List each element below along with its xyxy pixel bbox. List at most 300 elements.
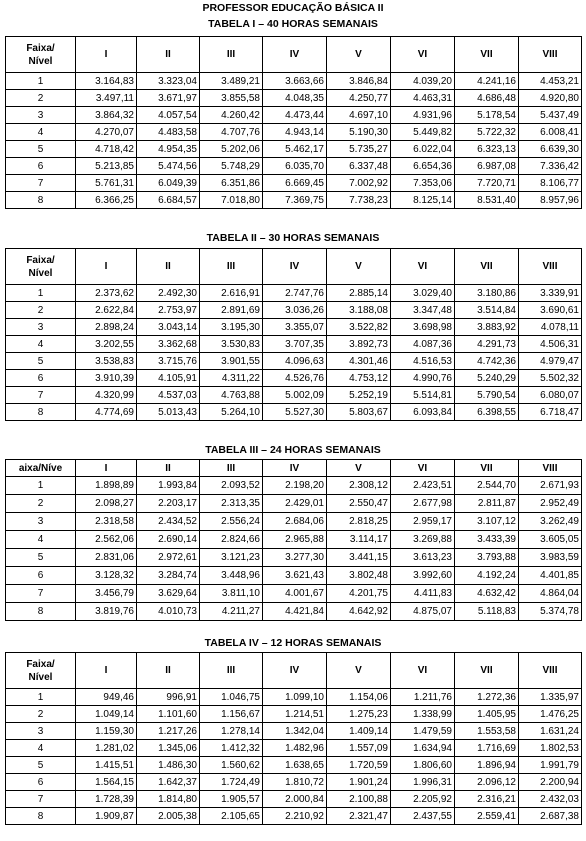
salary-cell: 1.101,60 bbox=[137, 706, 200, 723]
salary-cell: 5.118,83 bbox=[455, 603, 519, 621]
salary-cell: 4.001,67 bbox=[263, 585, 327, 603]
salary-cell: 3.698,98 bbox=[391, 319, 455, 336]
salary-cell: 3.864,32 bbox=[76, 107, 137, 124]
salary-cell: 5.761,31 bbox=[76, 175, 137, 192]
column-header: VIII bbox=[519, 249, 582, 285]
salary-cell: 4.087,36 bbox=[391, 336, 455, 353]
salary-cell: 8.531,40 bbox=[455, 192, 519, 209]
salary-cell: 2.818,25 bbox=[327, 513, 391, 531]
level-cell: 7 bbox=[6, 175, 76, 192]
column-header: III bbox=[200, 37, 263, 73]
salary-cell: 6.654,36 bbox=[391, 158, 455, 175]
salary-cell: 2.824,66 bbox=[200, 531, 263, 549]
table-row bbox=[6, 791, 582, 808]
column-header: II bbox=[137, 460, 200, 477]
salary-cell: 2.952,49 bbox=[519, 495, 582, 513]
salary-cell: 1.557,09 bbox=[327, 740, 391, 757]
level-cell: 2 bbox=[6, 495, 76, 513]
level-cell: 2 bbox=[6, 302, 76, 319]
level-cell: 1 bbox=[6, 689, 76, 706]
salary-cell: 4.096,63 bbox=[263, 353, 327, 370]
salary-cell: 4.453,21 bbox=[519, 73, 582, 90]
salary-cell: 4.291,73 bbox=[455, 336, 519, 353]
table-row bbox=[6, 107, 582, 124]
level-cell: 8 bbox=[6, 603, 76, 621]
salary-cell: 3.029,40 bbox=[391, 285, 455, 302]
salary-cell: 2.316,21 bbox=[455, 791, 519, 808]
table-row bbox=[6, 319, 582, 336]
salary-cell: 6.035,70 bbox=[263, 158, 327, 175]
salary-cell: 1.720,59 bbox=[327, 757, 391, 774]
salary-cell: 2.690,14 bbox=[137, 531, 200, 549]
salary-cell: 1.716,69 bbox=[455, 740, 519, 757]
salary-cell: 1.642,37 bbox=[137, 774, 200, 791]
level-cell: 3 bbox=[6, 319, 76, 336]
salary-cell: 1.335,97 bbox=[519, 689, 582, 706]
salary-cell: 7.002,92 bbox=[327, 175, 391, 192]
column-header: IV bbox=[263, 653, 327, 689]
salary-cell: 6.049,39 bbox=[137, 175, 200, 192]
table-1-title: TABELA I – 40 HORAS SEMANAIS bbox=[208, 18, 378, 30]
column-header: III bbox=[200, 653, 263, 689]
salary-cell: 4.707,76 bbox=[200, 124, 263, 141]
salary-cell: 5.474,56 bbox=[137, 158, 200, 175]
salary-cell: 5.013,43 bbox=[137, 404, 200, 421]
salary-cell: 2.429,01 bbox=[263, 495, 327, 513]
table-body bbox=[6, 689, 582, 825]
salary-table-3 bbox=[5, 459, 582, 621]
salary-cell: 5.202,06 bbox=[200, 141, 263, 158]
salary-cell: 4.311,22 bbox=[200, 370, 263, 387]
salary-cell: 1.415,51 bbox=[76, 757, 137, 774]
salary-cell: 4.463,31 bbox=[391, 90, 455, 107]
column-header: II bbox=[137, 37, 200, 73]
level-cell: 6 bbox=[6, 774, 76, 791]
salary-cell: 5.502,32 bbox=[519, 370, 582, 387]
salary-cell: 3.621,43 bbox=[263, 567, 327, 585]
salary-cell: 3.707,35 bbox=[263, 336, 327, 353]
salary-cell: 1.046,75 bbox=[200, 689, 263, 706]
salary-cell: 4.057,54 bbox=[137, 107, 200, 124]
salary-cell: 8.106,77 bbox=[519, 175, 582, 192]
salary-cell: 4.642,92 bbox=[327, 603, 391, 621]
column-header: VI bbox=[391, 653, 455, 689]
level-cell: 3 bbox=[6, 513, 76, 531]
table-row bbox=[6, 124, 582, 141]
column-header: VI bbox=[391, 37, 455, 73]
salary-cell: 1.806,60 bbox=[391, 757, 455, 774]
level-cell: 3 bbox=[6, 107, 76, 124]
salary-cell: 3.128,32 bbox=[76, 567, 137, 585]
salary-cell: 4.260,42 bbox=[200, 107, 263, 124]
salary-table-2 bbox=[5, 248, 582, 421]
salary-cell: 1.049,14 bbox=[76, 706, 137, 723]
salary-cell: 4.105,91 bbox=[137, 370, 200, 387]
salary-cell: 3.114,17 bbox=[327, 531, 391, 549]
salary-cell: 3.690,61 bbox=[519, 302, 582, 319]
salary-cell: 3.992,60 bbox=[391, 567, 455, 585]
salary-cell: 1.993,84 bbox=[137, 477, 200, 495]
salary-cell: 3.883,92 bbox=[455, 319, 519, 336]
column-header: V bbox=[327, 249, 391, 285]
column-header: III bbox=[200, 460, 263, 477]
column-header: V bbox=[327, 460, 391, 477]
column-header: VI bbox=[391, 249, 455, 285]
salary-cell: 1.409,14 bbox=[327, 723, 391, 740]
salary-cell: 3.802,48 bbox=[327, 567, 391, 585]
table-row bbox=[6, 723, 582, 740]
salary-cell: 4.920,80 bbox=[519, 90, 582, 107]
salary-cell: 2.684,06 bbox=[263, 513, 327, 531]
column-header: I bbox=[76, 653, 137, 689]
table-row bbox=[6, 567, 582, 585]
salary-cell: 2.000,84 bbox=[263, 791, 327, 808]
level-cell: 5 bbox=[6, 353, 76, 370]
salary-cell: 3.180,86 bbox=[455, 285, 519, 302]
salary-table-4 bbox=[5, 652, 582, 825]
salary-cell: 1.638,65 bbox=[263, 757, 327, 774]
salary-cell: 1.412,32 bbox=[200, 740, 263, 757]
column-header: IV bbox=[263, 37, 327, 73]
salary-cell: 1.281,02 bbox=[76, 740, 137, 757]
salary-cell: 6.008,41 bbox=[519, 124, 582, 141]
salary-cell: 4.211,27 bbox=[200, 603, 263, 621]
salary-cell: 3.036,26 bbox=[263, 302, 327, 319]
salary-cell: 4.875,07 bbox=[391, 603, 455, 621]
salary-cell: 2.559,41 bbox=[455, 808, 519, 825]
salary-cell: 4.979,47 bbox=[519, 353, 582, 370]
salary-cell: 1.810,72 bbox=[263, 774, 327, 791]
salary-cell: 1.278,14 bbox=[200, 723, 263, 740]
salary-cell: 3.121,23 bbox=[200, 549, 263, 567]
salary-cell: 2.005,38 bbox=[137, 808, 200, 825]
salary-cell: 2.831,06 bbox=[76, 549, 137, 567]
salary-cell: 6.366,25 bbox=[76, 192, 137, 209]
salary-cell: 3.195,30 bbox=[200, 319, 263, 336]
table-row bbox=[6, 302, 582, 319]
level-cell: 7 bbox=[6, 387, 76, 404]
salary-cell: 3.522,82 bbox=[327, 319, 391, 336]
salary-cell: 4.320,99 bbox=[76, 387, 137, 404]
salary-cell: 3.202,55 bbox=[76, 336, 137, 353]
level-cell: 1 bbox=[6, 73, 76, 90]
salary-cell: 2.210,92 bbox=[263, 808, 327, 825]
column-header: VII bbox=[455, 249, 519, 285]
salary-cell: 3.613,23 bbox=[391, 549, 455, 567]
salary-cell: 4.411,83 bbox=[391, 585, 455, 603]
salary-cell: 1.479,59 bbox=[391, 723, 455, 740]
level-cell: 2 bbox=[6, 90, 76, 107]
salary-cell: 4.010,73 bbox=[137, 603, 200, 621]
salary-cell: 4.192,24 bbox=[455, 567, 519, 585]
salary-cell: 3.043,14 bbox=[137, 319, 200, 336]
salary-cell: 2.687,38 bbox=[519, 808, 582, 825]
salary-cell: 1.486,30 bbox=[137, 757, 200, 774]
salary-table-1 bbox=[5, 36, 582, 209]
salary-cell: 3.671,97 bbox=[137, 90, 200, 107]
table-row bbox=[6, 603, 582, 621]
salary-cell: 8.125,14 bbox=[391, 192, 455, 209]
salary-cell: 6.987,08 bbox=[455, 158, 519, 175]
salary-cell: 1.560,62 bbox=[200, 757, 263, 774]
table-row bbox=[6, 285, 582, 302]
salary-cell: 3.164,83 bbox=[76, 73, 137, 90]
salary-cell: 1.211,76 bbox=[391, 689, 455, 706]
table-row bbox=[6, 336, 582, 353]
salary-cell: 1.214,51 bbox=[263, 706, 327, 723]
salary-cell: 3.629,64 bbox=[137, 585, 200, 603]
table-body bbox=[6, 73, 582, 209]
salary-cell: 6.337,48 bbox=[327, 158, 391, 175]
column-header: VIII bbox=[519, 653, 582, 689]
column-header: V bbox=[327, 653, 391, 689]
salary-cell: 4.943,14 bbox=[263, 124, 327, 141]
salary-cell: 3.901,55 bbox=[200, 353, 263, 370]
table-3-title: TABELA III – 24 HORAS SEMANAIS bbox=[205, 444, 381, 456]
level-cell: 5 bbox=[6, 757, 76, 774]
column-header: II bbox=[137, 653, 200, 689]
salary-cell: 3.811,10 bbox=[200, 585, 263, 603]
column-header-level: Faixa/ Nível bbox=[6, 653, 76, 689]
salary-cell: 3.188,08 bbox=[327, 302, 391, 319]
salary-cell: 7.336,42 bbox=[519, 158, 582, 175]
salary-cell: 6.639,30 bbox=[519, 141, 582, 158]
salary-cell: 3.433,39 bbox=[455, 531, 519, 549]
level-cell: 7 bbox=[6, 791, 76, 808]
salary-cell: 4.473,44 bbox=[263, 107, 327, 124]
salary-cell: 3.819,76 bbox=[76, 603, 137, 621]
salary-cell: 3.456,79 bbox=[76, 585, 137, 603]
salary-cell: 5.178,54 bbox=[455, 107, 519, 124]
salary-cell: 5.190,30 bbox=[327, 124, 391, 141]
level-cell: 7 bbox=[6, 585, 76, 603]
salary-cell: 1.476,25 bbox=[519, 706, 582, 723]
salary-cell: 5.790,54 bbox=[455, 387, 519, 404]
salary-cell: 2.753,97 bbox=[137, 302, 200, 319]
salary-cell: 2.556,24 bbox=[200, 513, 263, 531]
salary-cell: 4.250,77 bbox=[327, 90, 391, 107]
salary-cell: 2.308,12 bbox=[327, 477, 391, 495]
table-row bbox=[6, 757, 582, 774]
table-2-title: TABELA II – 30 HORAS SEMANAIS bbox=[206, 232, 380, 244]
level-cell: 1 bbox=[6, 477, 76, 495]
salary-cell: 3.983,59 bbox=[519, 549, 582, 567]
salary-cell: 3.530,83 bbox=[200, 336, 263, 353]
table-row bbox=[6, 370, 582, 387]
salary-cell: 1.217,26 bbox=[137, 723, 200, 740]
level-cell: 3 bbox=[6, 723, 76, 740]
salary-cell: 3.715,76 bbox=[137, 353, 200, 370]
salary-cell: 5.240,29 bbox=[455, 370, 519, 387]
salary-cell: 1.275,23 bbox=[327, 706, 391, 723]
table-row bbox=[6, 192, 582, 209]
salary-cell: 3.497,11 bbox=[76, 90, 137, 107]
salary-cell: 3.538,83 bbox=[76, 353, 137, 370]
salary-cell: 3.347,48 bbox=[391, 302, 455, 319]
level-cell: 6 bbox=[6, 567, 76, 585]
column-header: IV bbox=[263, 460, 327, 477]
level-cell: 6 bbox=[6, 370, 76, 387]
salary-cell: 1.631,24 bbox=[519, 723, 582, 740]
table-row bbox=[6, 740, 582, 757]
salary-cell: 1.996,31 bbox=[391, 774, 455, 791]
salary-cell: 1.814,80 bbox=[137, 791, 200, 808]
salary-cell: 1.099,10 bbox=[263, 689, 327, 706]
salary-cell: 2.318,58 bbox=[76, 513, 137, 531]
salary-cell: 3.489,21 bbox=[200, 73, 263, 90]
salary-cell: 4.742,36 bbox=[455, 353, 519, 370]
salary-cell: 6.093,84 bbox=[391, 404, 455, 421]
salary-cell: 1.154,06 bbox=[327, 689, 391, 706]
level-cell: 8 bbox=[6, 192, 76, 209]
salary-cell: 2.965,88 bbox=[263, 531, 327, 549]
salary-cell: 2.747,76 bbox=[263, 285, 327, 302]
salary-cell: 2.105,65 bbox=[200, 808, 263, 825]
salary-cell: 1.991,79 bbox=[519, 757, 582, 774]
salary-cell: 5.449,82 bbox=[391, 124, 455, 141]
column-header: V bbox=[327, 37, 391, 73]
salary-cell: 6.718,47 bbox=[519, 404, 582, 421]
salary-cell: 2.550,47 bbox=[327, 495, 391, 513]
level-cell: 5 bbox=[6, 549, 76, 567]
salary-cell: 2.562,06 bbox=[76, 531, 137, 549]
salary-cell: 5.722,32 bbox=[455, 124, 519, 141]
salary-cell: 2.200,94 bbox=[519, 774, 582, 791]
salary-cell: 1.905,57 bbox=[200, 791, 263, 808]
salary-cell: 2.616,91 bbox=[200, 285, 263, 302]
salary-cell: 1.564,15 bbox=[76, 774, 137, 791]
salary-cell: 5.002,09 bbox=[263, 387, 327, 404]
salary-cell: 2.434,52 bbox=[137, 513, 200, 531]
table-row bbox=[6, 706, 582, 723]
salary-cell: 3.269,88 bbox=[391, 531, 455, 549]
column-header: I bbox=[76, 460, 137, 477]
salary-cell: 6.351,86 bbox=[200, 175, 263, 192]
level-cell: 4 bbox=[6, 124, 76, 141]
salary-cell: 4.516,53 bbox=[391, 353, 455, 370]
salary-cell: 2.972,61 bbox=[137, 549, 200, 567]
salary-cell: 2.321,47 bbox=[327, 808, 391, 825]
salary-cell: 2.811,87 bbox=[455, 495, 519, 513]
salary-cell: 1.909,87 bbox=[76, 808, 137, 825]
salary-cell: 3.892,73 bbox=[327, 336, 391, 353]
table-row bbox=[6, 141, 582, 158]
salary-cell: 4.526,76 bbox=[263, 370, 327, 387]
table-row bbox=[6, 549, 582, 567]
table-row bbox=[6, 90, 582, 107]
salary-cell: 4.954,35 bbox=[137, 141, 200, 158]
salary-cell: 6.684,57 bbox=[137, 192, 200, 209]
salary-cell: 2.098,27 bbox=[76, 495, 137, 513]
salary-cell: 6.022,04 bbox=[391, 141, 455, 158]
column-header: I bbox=[76, 249, 137, 285]
level-cell: 8 bbox=[6, 808, 76, 825]
salary-cell: 1.728,39 bbox=[76, 791, 137, 808]
salary-cell: 2.544,70 bbox=[455, 477, 519, 495]
salary-cell: 2.492,30 bbox=[137, 285, 200, 302]
salary-cell: 2.373,62 bbox=[76, 285, 137, 302]
column-header: III bbox=[200, 249, 263, 285]
salary-cell: 3.514,84 bbox=[455, 302, 519, 319]
salary-cell: 4.763,88 bbox=[200, 387, 263, 404]
salary-cell: 4.537,03 bbox=[137, 387, 200, 404]
salary-cell: 7.369,75 bbox=[263, 192, 327, 209]
column-header-level: Faixa/ Nível bbox=[6, 37, 76, 73]
salary-cell: 6.669,45 bbox=[263, 175, 327, 192]
salary-cell: 5.374,78 bbox=[519, 603, 582, 621]
salary-cell: 3.793,88 bbox=[455, 549, 519, 567]
salary-cell: 4.753,12 bbox=[327, 370, 391, 387]
table-body bbox=[6, 285, 582, 421]
salary-cell: 4.241,16 bbox=[455, 73, 519, 90]
salary-cell: 996,91 bbox=[137, 689, 200, 706]
salary-cell: 6.080,07 bbox=[519, 387, 582, 404]
salary-cell: 2.671,93 bbox=[519, 477, 582, 495]
table-row bbox=[6, 73, 582, 90]
salary-cell: 4.506,31 bbox=[519, 336, 582, 353]
salary-cell: 6.398,55 bbox=[455, 404, 519, 421]
table-row bbox=[6, 175, 582, 192]
salary-cell: 5.437,49 bbox=[519, 107, 582, 124]
salary-cell: 2.423,51 bbox=[391, 477, 455, 495]
table-body bbox=[6, 477, 582, 621]
level-cell: 1 bbox=[6, 285, 76, 302]
salary-cell: 2.100,88 bbox=[327, 791, 391, 808]
table-row bbox=[6, 585, 582, 603]
salary-cell: 2.437,55 bbox=[391, 808, 455, 825]
column-header: VIII bbox=[519, 37, 582, 73]
salary-cell: 1.553,58 bbox=[455, 723, 519, 740]
salary-cell: 3.441,15 bbox=[327, 549, 391, 567]
salary-cell: 2.093,52 bbox=[200, 477, 263, 495]
salary-cell: 5.803,67 bbox=[327, 404, 391, 421]
level-cell: 2 bbox=[6, 706, 76, 723]
column-header: IV bbox=[263, 249, 327, 285]
salary-cell: 5.462,17 bbox=[263, 141, 327, 158]
salary-cell: 5.527,30 bbox=[263, 404, 327, 421]
salary-cell: 1.802,53 bbox=[519, 740, 582, 757]
salary-cell: 4.201,75 bbox=[327, 585, 391, 603]
column-header: VI bbox=[391, 460, 455, 477]
salary-cell: 4.483,58 bbox=[137, 124, 200, 141]
salary-cell: 1.338,99 bbox=[391, 706, 455, 723]
salary-cell: 4.864,04 bbox=[519, 585, 582, 603]
salary-cell: 1.272,36 bbox=[455, 689, 519, 706]
column-header: VII bbox=[455, 460, 519, 477]
level-cell: 4 bbox=[6, 740, 76, 757]
salary-cell: 3.284,74 bbox=[137, 567, 200, 585]
salary-cell: 3.339,91 bbox=[519, 285, 582, 302]
column-header: VII bbox=[455, 653, 519, 689]
salary-cell: 1.901,24 bbox=[327, 774, 391, 791]
level-cell: 4 bbox=[6, 531, 76, 549]
salary-cell: 1.634,94 bbox=[391, 740, 455, 757]
table-row bbox=[6, 477, 582, 495]
salary-cell: 5.735,27 bbox=[327, 141, 391, 158]
column-header: II bbox=[137, 249, 200, 285]
salary-cell: 3.846,84 bbox=[327, 73, 391, 90]
salary-cell: 3.362,68 bbox=[137, 336, 200, 353]
salary-cell: 1.896,94 bbox=[455, 757, 519, 774]
table-row bbox=[6, 404, 582, 421]
salary-cell: 7.720,71 bbox=[455, 175, 519, 192]
salary-cell: 3.663,66 bbox=[263, 73, 327, 90]
salary-cell: 1.898,89 bbox=[76, 477, 137, 495]
salary-cell: 3.107,12 bbox=[455, 513, 519, 531]
level-cell: 4 bbox=[6, 336, 76, 353]
table-row bbox=[6, 808, 582, 825]
salary-cell: 4.718,42 bbox=[76, 141, 137, 158]
